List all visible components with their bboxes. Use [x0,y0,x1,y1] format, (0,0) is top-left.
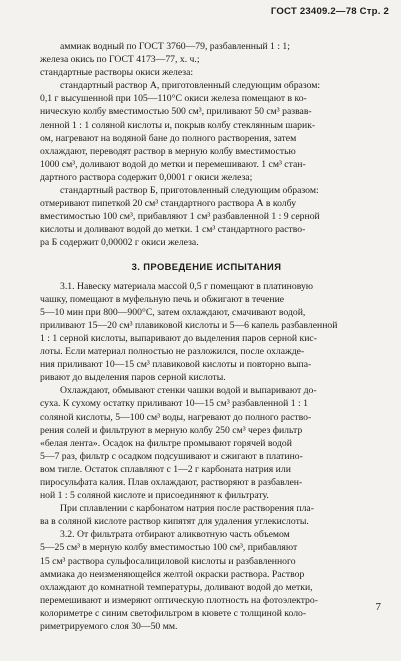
text-line: суха. К сухому остатку приливают 10—15 см³ разбавленной 1 : 1 [40,398,308,410]
text-line: ва в соляной кислоте раствор кипятят для удаления углекислоты. [40,516,309,528]
text-line: 3.1. Навеску материала массой 0,5 г помещают в платиновую [60,280,314,292]
text-line: При сплавлении с карбонатом натрия после растворения пла- [60,503,314,515]
text-line: ной 1 : 5 соляной кислоте и присоединяют к фильтрату. [40,490,269,502]
text-line: дартного раствора содержит 0,0001 г окиси железа; [40,171,253,183]
text-line: 5—10 мин при 800—900°С, затем охлаждают, смачивают водой, [40,306,306,318]
text-line: охлаждают до комнатной температуры, доливают водой до метки, [40,581,313,593]
procedure-text [40,280,373,634]
text-line: рения солей и фильтруют в мерную колбу 250 см³ через фильтр [40,424,303,436]
text-line: риметрируемого слоя 30—50 мм. [40,621,178,633]
text-line: перемешивают и измеряют оптическую плотность на фотоэлектро- [40,594,318,606]
text-line: 1 : 1 серной кислоты, выпаривают до выделения паров серной кис- [40,332,317,344]
materials-list [40,40,373,250]
text-line: ра Б содержит 0,00002 г окиси железа. [40,237,199,249]
document-body [40,40,373,633]
text-line: аммиака до неизменяющейся желтой окраски раствора. Раствор [40,568,305,580]
page-header: ГОСТ 23409.2—78 Стр. 2 [270,6,389,17]
text-line: ническую колбу вместимостью 500 см³, приливают 50 см³ развав- [40,106,312,118]
text-line: железа окись по ГОСТ 4173—77, х. ч.; [40,54,200,66]
text-line: отмеривают пипеткой 20 см³ стандартного раствора А в колбу [40,198,297,210]
text-line: вом тигле. Остаток сплавляют с 1—2 г карбоната натрия или [40,463,291,475]
text-line: охлаждают, переводят раствор в мерную колбу вместимостью [40,145,296,157]
text-line: Охлаждают, обмывают стенки чашки водой и выпаривают до- [60,385,317,397]
text-line: приливают 15—20 см³ плавиковой кислоты и 5—6 капель разбавленной [40,319,338,331]
text-line: пиросульфата калия. Плав охлаждают, растворяют в разбавлен- [40,477,303,488]
text-line: стандартные растворы окиси железа: [40,67,194,79]
text-line: 3.2. От фильтрата отбирают аликвотную часть объемом [60,529,290,541]
text-line: ленной 1 : 1 соляной кислоты и, покрыв колбу стеклянным шарик- [40,119,316,131]
text-line: «белая лента». Осадок на фильтре промывают горячей водой [40,437,292,449]
text-line: кислоты и доливают водой до метки. 1 см³ стандартного раство- [40,224,306,236]
text-line: чашку, помещают в муфельную печь и обжигают в течение [40,293,285,305]
text-line: 1000 см³, доливают водой до метки и перемешивают. 1 см³ стан- [40,158,306,170]
text-line: аммиак водный по ГОСТ 3760—79, разбавленный 1 : 1; [60,41,290,52]
text-line: колориметре с синим светофильтром в кювете с толщиной коло- [40,607,307,619]
text-line: ния приливают 10—15 см³ плавиковой кислоты и повторно выпа- [40,359,312,371]
text-line: лоты. Если материал полностью не разложился, после охлажде- [40,346,305,358]
text-line: соляной кислоты, 5—100 см³ воды, нагревают до полного раство- [40,411,312,423]
text-line: ом, нагревают на водяной бане до полного растворения, затем [40,132,297,144]
text-line: вместимостью 100 см³, прибавляют 1 см³ разбавленной 1 : 9 серной [40,211,320,223]
text-line: 5—25 см³ в мерную колбу вместимостью 100 см³, прибавляют [40,542,298,554]
text-line: стандартный раствор Б, приготовленный следующим образом: [60,185,319,197]
page-number: 7 [375,601,381,613]
text-line: ривают до выделения паров серной кислоты. [40,372,226,384]
text-line: стандартный раствор А, приготовленный следующим образом: [60,80,321,92]
text-line: 15 см³ раствора сульфосалициловой кислоты и разбавленного [40,555,296,567]
section-title: 3. ПРОВЕДЕНИЕ ИСПЫТАНИЯ [131,260,282,272]
text-line: 0,1 г высушенной при 105—110°С окиси железа помещают в ко- [40,93,307,105]
text-line: 5—7 раз, фильтр с осадком подсушивают и сжигают в платино- [40,450,303,462]
